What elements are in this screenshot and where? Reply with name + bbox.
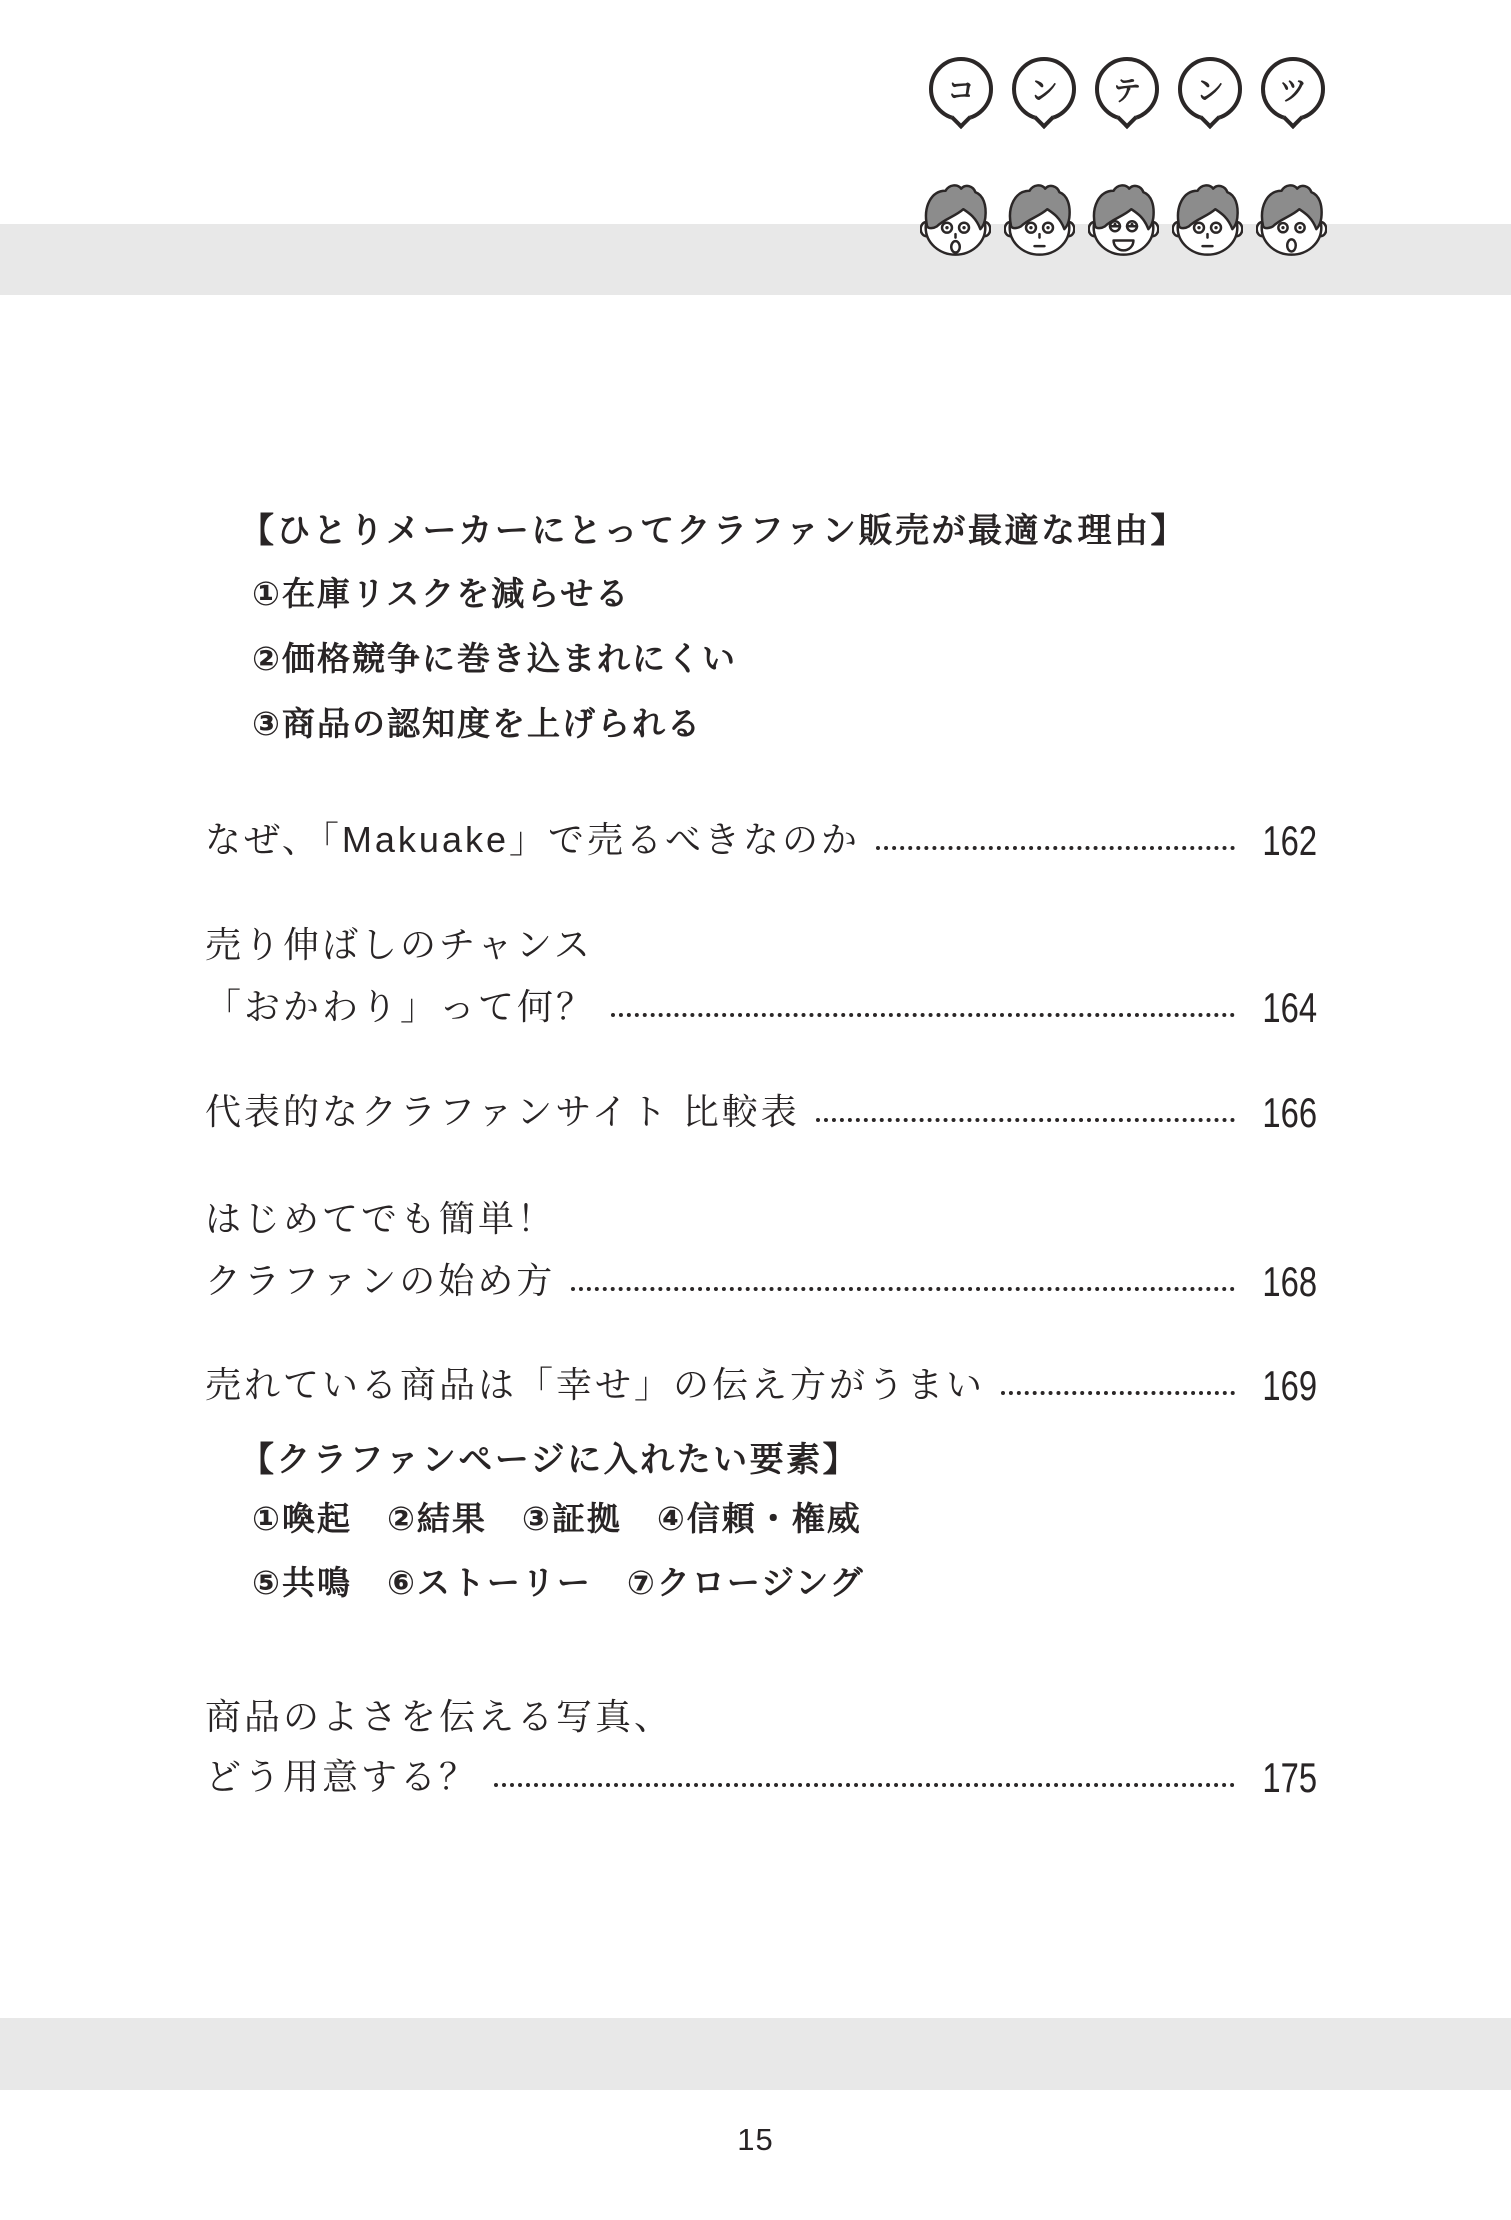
toc-entry-page: 162	[1262, 816, 1317, 864]
dot-leader	[494, 1783, 1235, 1787]
happy-face-icon	[1088, 182, 1159, 262]
toc-entry-page: 169	[1262, 1361, 1317, 1409]
toc-group-heading: 【ひとりメーカーにとってクラファン販売が最適な理由】	[240, 512, 1187, 550]
bottom-gray-band	[0, 2018, 1511, 2090]
dot-leader	[611, 1013, 1235, 1017]
toc-entry	[205, 816, 1317, 864]
toc-entry	[205, 983, 1317, 1031]
page-number: 15	[737, 2122, 774, 2157]
toc-entry-title: 商品のよさを伝える写真、	[205, 1696, 674, 1737]
dot-leader	[571, 1287, 1235, 1291]
bubble-char: ン	[1029, 75, 1058, 106]
toc-sub-item: ①喚起 ②結果 ③証拠 ④信頼・権威	[252, 1500, 862, 1537]
speech-bubble-icon	[1095, 57, 1159, 121]
toc-entry-title: なぜ、「Makuake」で売るべきなのか	[205, 819, 860, 860]
bubble-char: コ	[946, 75, 975, 106]
face-row	[920, 182, 1327, 262]
bubble-char: テ	[1112, 75, 1141, 106]
dot-leader	[1001, 1391, 1235, 1395]
toc-entry	[205, 1753, 1317, 1801]
toc-entry-title: どう用意する？	[205, 1756, 479, 1797]
toc-sub-item: ①在庫リスクを減らせる	[252, 575, 631, 612]
toc-entry-page: 168	[1262, 1257, 1317, 1305]
toc-entry-title: はじめてでも簡単！	[205, 1198, 557, 1239]
toc-entry-title: 代表的なクラファンサイト 比較表	[205, 1091, 800, 1132]
speech-bubble-icon	[1261, 57, 1325, 121]
speech-bubble-icon	[929, 57, 993, 121]
toc-group-heading: 【クラファンページに入れたい要素】	[240, 1441, 860, 1479]
toc-entry-title: クラファンの始め方	[205, 1260, 556, 1301]
toc-entry-page: 166	[1262, 1088, 1317, 1136]
neutral-face-icon	[1004, 182, 1075, 262]
bubble-char: ツ	[1278, 75, 1307, 106]
bubble-char: ン	[1195, 75, 1224, 106]
toc-entry-title: 売れている商品は「幸せ」の伝え方がうまい	[205, 1364, 986, 1405]
dot-leader	[876, 846, 1235, 850]
toc-entry	[205, 1088, 1317, 1136]
contents-title-bubbles	[929, 57, 1325, 121]
toc-sub-item: ⑤共鳴 ⑥ストーリー ⑦クロージング	[252, 1564, 865, 1601]
neutral-face-icon	[1172, 182, 1243, 262]
toc-entry-page: 164	[1262, 983, 1317, 1031]
speech-bubble-icon	[1012, 57, 1076, 121]
toc-entry	[205, 1361, 1317, 1409]
dot-leader	[816, 1118, 1235, 1122]
toc-entry-title: 「おかわり」って何？	[205, 986, 596, 1027]
toc-sub-item: ③商品の認知度を上げられる	[252, 705, 702, 742]
toc-entry-title: 売り伸ばしのチャンス	[205, 924, 593, 965]
toc-entry-page: 175	[1262, 1753, 1317, 1801]
surprised-face-icon	[1256, 182, 1327, 262]
surprised-face-icon	[920, 182, 991, 262]
toc-entry	[205, 1257, 1317, 1305]
toc-sub-item: ②価格競争に巻き込まれにくい	[252, 640, 737, 677]
speech-bubble-icon	[1178, 57, 1242, 121]
